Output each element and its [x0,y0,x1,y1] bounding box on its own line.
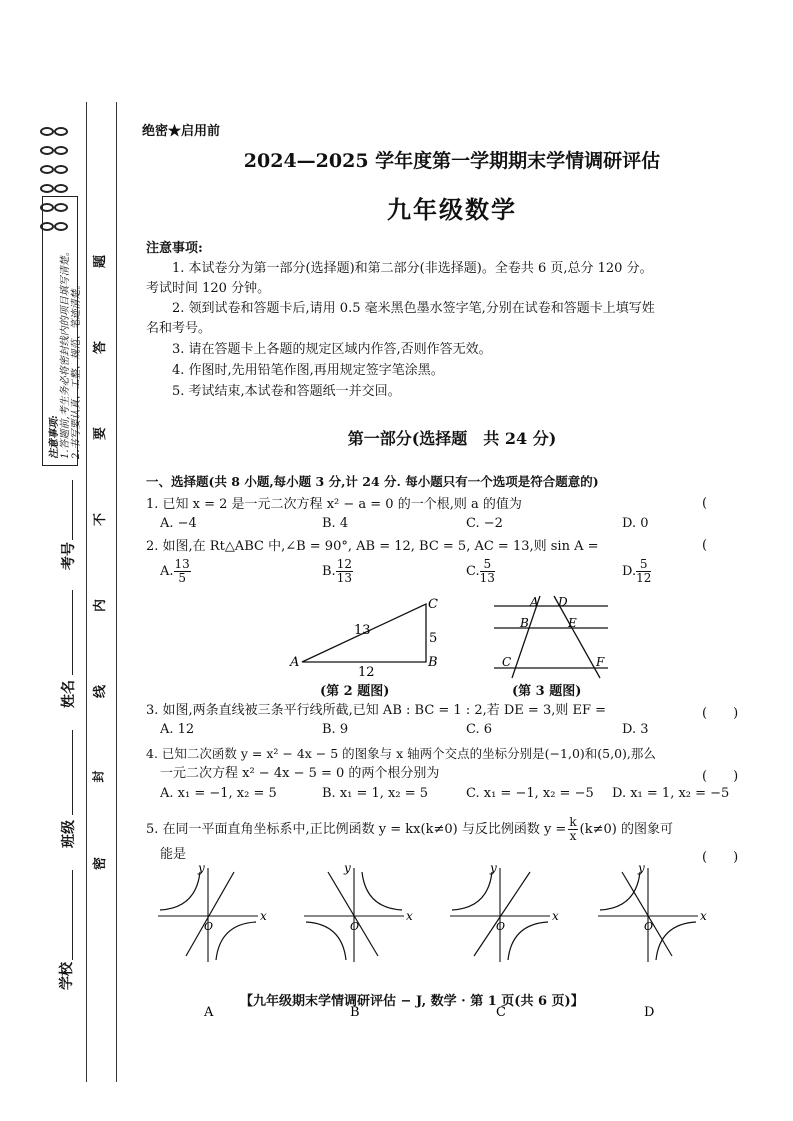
notes-heading: 注意事项: [146,241,203,256]
fig2-label-a: A [290,655,300,670]
graph-a-x-label: x [260,909,267,923]
notes-line5: 5. 考试结束,本试卷和答题纸一并交回。 [172,384,401,399]
graph-d-x-label: x [700,909,707,923]
figure-2-triangle [288,596,448,680]
field-exam-number: 考号 [61,542,77,570]
seal-char-5: 内 [93,598,109,613]
graph-b-x-label: x [406,909,413,923]
q2-answer-paren: ( [702,538,708,553]
graph-c-y-label: y [490,861,497,875]
notes-line1b: 考试时间 120 分钟。 [146,281,271,296]
q1-answer-paren: ( [702,496,708,511]
q3-answer-paren: ( ) [702,706,739,721]
field-class: 班级 [61,820,77,848]
fig2-side-bc: 5 [429,631,438,646]
q4-answer-paren: ( ) [702,769,739,784]
graph-d-origin: O [644,920,654,933]
binding-notice-line2: 2.书写要认真、工整、规范、笔迹清楚。 [71,279,82,459]
q2-option-a: A. $\frac{13}{5}$ [160,557,190,585]
field-school: 学校 [59,962,75,990]
fig3-label-d: D [558,595,568,609]
q4-option-d: D. x₁ = 1, x₂ = −5 [612,786,730,801]
graph-b-origin: O [350,920,360,933]
q3-option-b: B. 9 [322,722,349,737]
binding-line-left [86,102,87,1082]
q2-option-d: D. $\frac{5}{12}$ [622,557,652,585]
q2-option-c: C. $\frac{5}{13}$ [466,557,495,585]
binding-notice-title: 注意事项: [49,415,60,459]
figure-3-parallel-lines [490,594,620,680]
graph-a-origin: O [204,920,214,933]
fig2-label-c: C [428,597,438,612]
seal-char-3: 要 [93,426,109,441]
q3-option-a: A. 12 [160,722,195,737]
secret-label: 绝密★启用前 [142,124,221,139]
notes-line3: 3. 请在答题卡上各题的规定区域内作答,否则作答无效。 [172,342,492,357]
graph-a-y-label: y [198,861,205,875]
q1-option-b: B. 4 [322,516,349,531]
seal-char-6: 线 [93,684,109,699]
q5-stem: 5. 在同一平面直角坐标系中,正比例函数 y = kx(k≠0) 与反比例函数 y = $\frac{k}{x}$ (k≠0) 的图象可 [146,815,673,843]
notes-line1: 1. 本试卷分为第一部分(选择题)和第二部分(非选择题)。全卷共 6 页,总分 120 分。 [172,261,653,276]
notes-line4: 4. 作图时,先用铅笔作图,再用规定签字笔涂黑。 [172,363,444,378]
q1-option-d: D. 0 [622,516,649,531]
q1-option-a: A. −4 [160,516,197,531]
seal-char-8: 密 [93,856,109,871]
q1-option-c: C. −2 [466,516,503,531]
fig2-label-b: B [428,655,438,670]
field-class-line [72,730,73,815]
exam-title: 2024—2025 学年度第一学期期末学情调研评估 [243,150,661,172]
exam-subject: 九年级数学 [387,195,517,224]
fig2-caption: (第 2 题图) [320,684,390,699]
q4-stem: 4. 已知二次函数 y = x² − 4x − 5 的图象与 x 轴两个交点的坐标分别是(−1,0)和(5,0),那么 [146,746,656,761]
q5-stem-line2: 能是 [160,847,187,862]
binding-notice-box [42,196,82,466]
fig2-side-ab: 12 [358,665,375,680]
graph-a-label: A [204,1005,214,1020]
page-footer: 【九年级期末学情调研评估 − J, 数学 · 第 1 页(共 6 页)】 [240,994,584,1009]
q5-graph-d [598,861,707,1020]
part1-title: 第一部分(选择题 共 24 分) [347,429,557,448]
fig2-side-ac: 13 [354,623,371,638]
graph-b-label: B [350,1005,360,1020]
notes-line2b: 名和考号。 [146,321,212,336]
seal-char-4: 不 [93,512,109,527]
graph-d-label: D [644,1005,655,1020]
q3-option-c: C. 6 [466,722,493,737]
q2-stem: 2. 如图,在 Rt△ABC 中,∠B = 90°, AB = 12, BC = 5, AC = 13,则 sin A = [146,539,599,554]
section-heading: 一、选择题(共 8 小题,每小题 3 分,计 24 分. 每小题只有一个选项是符合题意的) [146,474,599,489]
seal-char-7: 封 [91,770,106,783]
q4-option-b: B. x₁ = 1, x₂ = 5 [322,786,429,801]
field-school-line [72,870,73,960]
binding-margin [0,0,135,1121]
fig3-label-e: E [568,616,577,630]
field-name-line [72,590,73,675]
fig3-label-b: B [520,616,529,630]
q2-option-b: B. $\frac{12}{13}$ [322,557,352,585]
q1-stem: 1. 已知 x = 2 是一元二次方程 x² − a = 0 的一个根,则 a 的值为 [146,497,522,512]
graph-c-label: C [496,1005,506,1020]
q5-answer-paren: ( ) [702,850,739,865]
q4-option-c: C. x₁ = −1, x₂ = −5 [466,786,594,801]
q3-option-d: D. 3 [622,722,649,737]
field-name: 姓名 [61,680,77,708]
graph-d-y-label: y [638,861,645,875]
fig3-caption: (第 3 题图) [512,684,582,699]
graph-c-x-label: x [552,909,559,923]
fig3-label-a: A [530,595,539,609]
fig3-label-f: F [596,655,605,669]
q4-stem-line2: 一元二次方程 x² − 4x − 5 = 0 的两个根分别为 [160,766,440,781]
q4-option-a: A. x₁ = −1, x₂ = 5 [160,786,277,801]
graph-b-y-label: y [344,861,351,875]
fig3-label-c: C [502,655,512,669]
graph-c-origin: O [496,920,506,933]
seal-char-2: 答 [93,340,109,355]
binding-line-right [116,102,117,1082]
seal-char-1: 题 [93,254,109,269]
q3-stem: 3. 如图,两条直线被三条平行线所截,已知 AB : BC = 1 : 2,若 DE = 3,则 EF = [146,703,607,718]
notes-line2: 2. 领到试卷和答题卡后,请用 0.5 毫米黑色墨水签字笔,分别在试卷和答题卡上填写姓 [172,301,655,316]
field-exam-number-line [72,480,73,540]
binding-notice-line1: 1.答题前,考生务必将密封线内的项目填写清楚。 [60,246,71,459]
